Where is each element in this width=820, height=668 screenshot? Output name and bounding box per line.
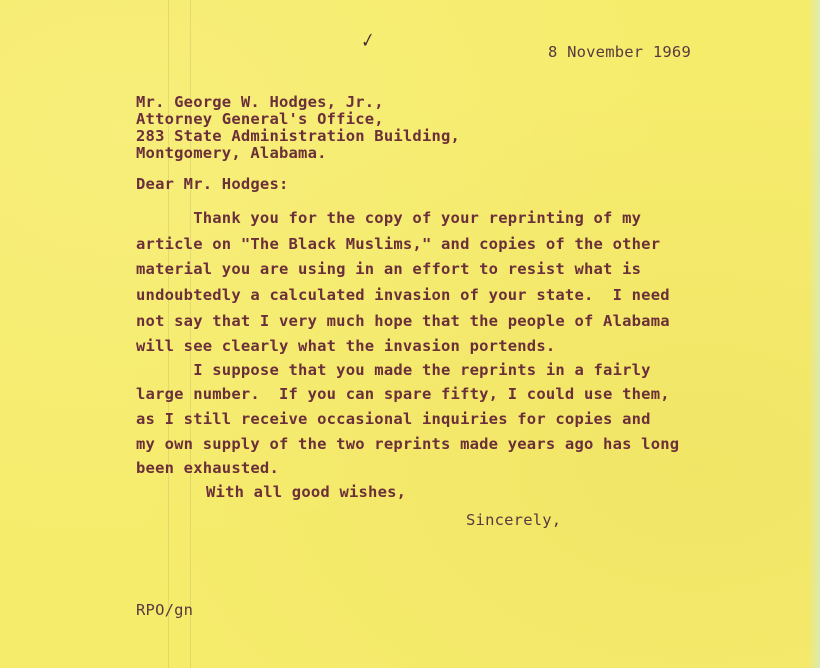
signoff: Sincerely, [466,511,562,529]
body-line: material you are using in an effort to resist what is [136,260,642,278]
letter-date: 8 November 1969 [548,43,691,61]
recipient-building: 283 State Administration Building, [136,127,461,145]
recipient-name: Mr. George W. Hodges, Jr., [136,93,384,111]
body-line: my own supply of the two reprints made years ago has long [136,435,680,453]
body-line: been exhausted. [136,459,279,477]
body-line: large number. If you can spare fifty, I could use them, [136,385,670,403]
body-line: as I still receive occasional inquiries for copies and [136,410,651,428]
salutation: Dear Mr. Hodges: [136,175,289,193]
recipient-office: Attorney General's Office, [136,110,384,128]
body-line: I suppose that you made the reprints in a fairly [136,361,651,379]
check-mark-icon: ✓ [356,26,376,54]
recipient-city: Montgomery, Alabama. [136,144,327,162]
body-line: Thank you for the copy of your reprinting of my [136,209,642,227]
body-line: not say that I very much hope that the people of Alabama [136,312,670,330]
paper-edge [808,0,820,668]
body-line: undoubtedly a calculated invasion of your state. I need [136,286,670,304]
body-line: article on "The Black Muslims," and copies of the other [136,235,661,253]
body-line: will see clearly what the invasion portends. [136,337,556,355]
typist-initials: RPO/gn [136,601,194,619]
closing: With all good wishes, [206,483,407,501]
